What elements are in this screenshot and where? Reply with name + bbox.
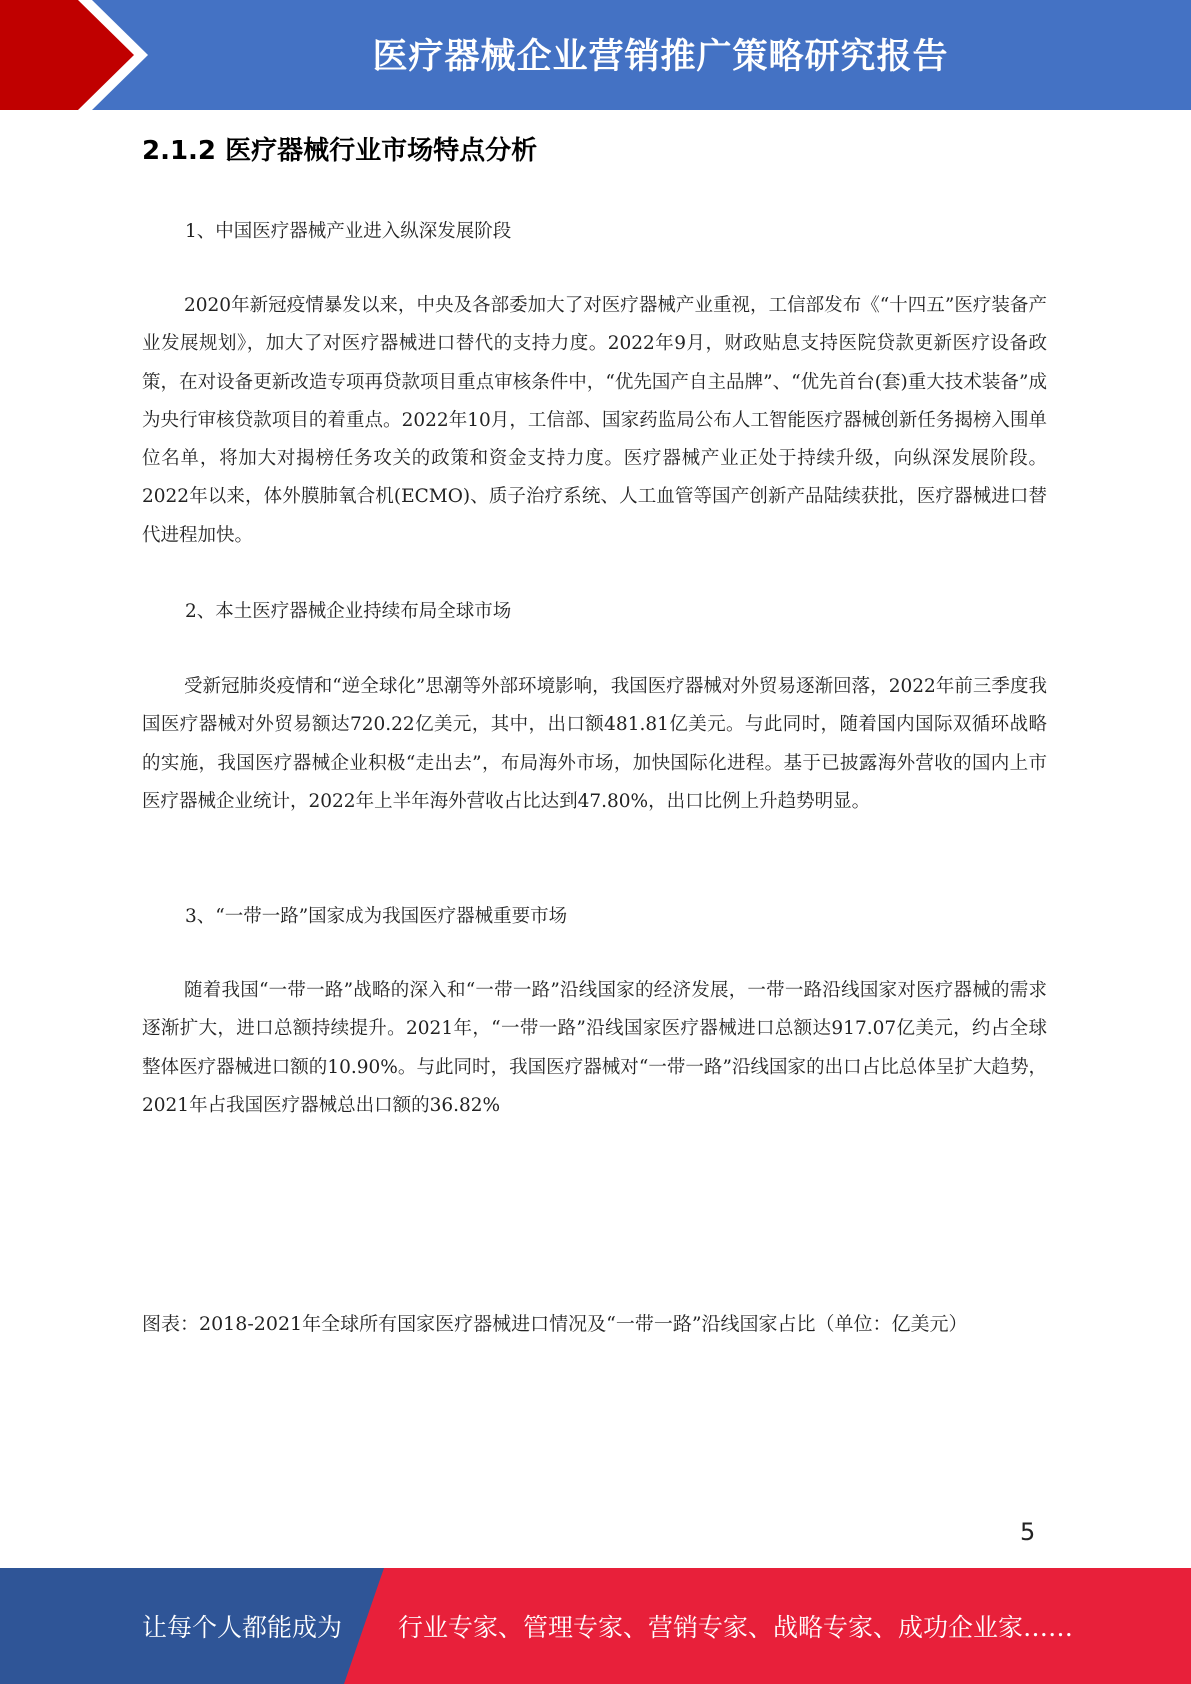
figure-caption: 图表：2018-2021年全球所有国家医疗器械进口情况及“一带一路”沿线国家占比（单位：亿美元） [142,1313,968,1335]
paragraph-2: 受新冠肺炎疫情和“逆全球化”思潮等外部环境影响，我国医疗器械对外贸易逐渐回落，2022年前三季度我国医疗器械对外贸易额达720.22亿美元，其中，出口额481.81亿美元。与此同时，随着国内国际双循环战略的实施，我国医疗器械企业积极“走出去”，布局海外市场，加快国际化进程。基于已披露海外营收的国内上市医疗器械企业统计，2022年上半年海外营收占比达到47.80%，出口比例上升趋势明显。 [142,676,1047,812]
section-heading: 2.1.2 医疗器械行业市场特点分析 [142,136,538,166]
page-number: 5 [1020,1518,1036,1546]
subheading-3: 3、“一带一路”国家成为我国医疗器械重要市场 [185,906,568,927]
paragraph-3: 随着我国“一带一路”战略的深入和“一带一路”沿线国家的经济发展，一带一路沿线国家对医疗器械的需求逐渐扩大，进口总额持续提升。2021年，“一带一路”沿线国家医疗器械进口总额达917.07亿美元，约占全球整体医疗器械进口额的10.90%。与此同时，我国医疗器械对“一带一路”沿线国家的出口占比总体呈扩大趋势，2021年占我国医疗器械总出口额的36.82% [142,980,1047,1116]
report-title: 医疗器械企业营销推广策略研究报告 [372,37,949,77]
footer-slogan-right: 行业专家、管理专家、营销专家、战略专家、成功企业家…… [398,1613,1074,1642]
footer-slogan-left: 让每个人都能成为 [142,1613,343,1642]
paragraph-1: 2020年新冠疫情暴发以来，中央及各部委加大了对医疗器械产业重视，工信部发布《“十四五”医疗装备产业发展规划》，加大了对医疗器械进口替代的支持力度。2022年9月，财政贴息支持医院贷款更新医疗设备政策，在对设备更新改造专项再贷款项目重点审核条件中，“优先国产自主品牌”、“优先首台(套)重大技术装备”成为央行审核贷款项目的着重点。2022年10月，工信部、国家药监局公布人工智能医疗器械创新任务揭榜入围单位名单，将加大对揭榜任务攻关的政策和资金支持力度。医疗器械产业正处于持续升级，向纵深发展阶段。2022年以来，体外膜肺氧合机(ECMO)、质子治疗系统、人工血管等国产创新产品陆续获批，医疗器械进口替代进程加快。 [142,295,1047,546]
page-header [0,0,1191,110]
subheading-1: 1、中国医疗器械产业进入纵深发展阶段 [185,221,512,242]
subheading-2: 2、本土医疗器械企业持续布局全球市场 [185,601,512,622]
page-footer [0,1568,1191,1684]
